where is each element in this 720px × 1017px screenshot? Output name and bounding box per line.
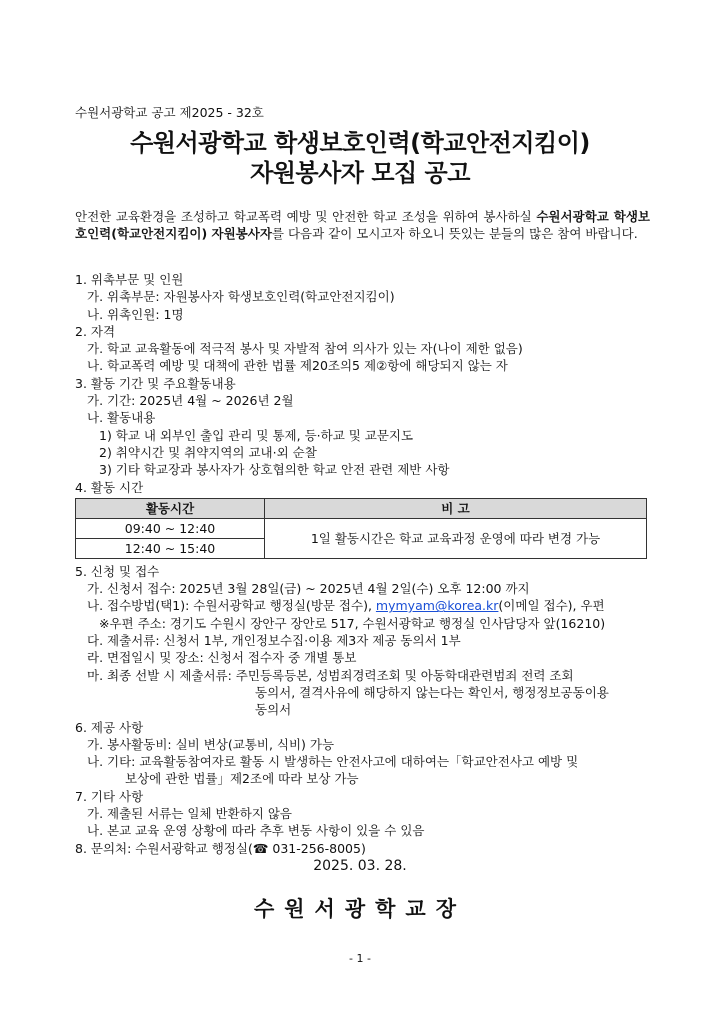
intro-paragraph (75, 208, 650, 242)
section-1-heading: 1. 위촉부문 및 인원 (75, 272, 184, 287)
table-row (76, 518, 647, 538)
section-5-item-b-text: 나. 접수방법(택1): 수원서광학교 행정실(방문 접수), (87, 598, 376, 614)
page-number: - 1 - (349, 952, 371, 965)
email-link[interactable]: mymyam@korea.kr (375, 598, 499, 614)
section-1-item-b: 나. 위촉인원: 1명 (87, 306, 184, 322)
section-5-item-d: 라. 면접일시 및 장소: 신청서 접수자 중 개별 통보 (87, 650, 357, 666)
activity-time-table (75, 498, 647, 559)
table-header-time: 활동시간 (76, 498, 265, 518)
section-7-heading: 7. 기타 사항 (75, 788, 144, 804)
section-6-heading: 6. 제공 사항 (75, 719, 144, 735)
table-cell-note: 1일 활동시간은 학교 교육과정 운영에 따라 변경 가능 (265, 518, 647, 558)
section-3-item-a: 가. 기간: 2025년 4월 ~ 2026년 2월 (87, 393, 294, 409)
section-8-text: 8. 문의처: 수원서광학교 행정실( (75, 840, 253, 856)
intro-text-1: 안전한 교육환경을 조성하고 학교폭력 예방 및 안전한 학교 조성을 위하여 봉사하실 (75, 209, 537, 224)
section-6-item-a: 가. 봉사활동비: 실비 변상(교통비, 식비) 가능 (87, 736, 335, 752)
notice-date: 2025. 03. 28. (313, 858, 407, 874)
section-5-item-a: 가. 신청서 접수: 2025년 3월 28일(금) ~ 2025년 4월 2일(수) 오후 12:00 까지 (87, 581, 530, 597)
table-cell-time-1: 09:40 ~ 12:40 (76, 518, 265, 538)
section-8-contact (75, 840, 655, 857)
section-3-heading: 3. 활동 기간 및 주요활동내용 (75, 375, 236, 391)
section-7-item-b: 나. 본교 교육 운영 상황에 따라 추후 변동 사항이 있을 수 있음 (87, 823, 425, 839)
section-6-item-b: 나. 기타: 교육활동참여자로 활동 시 발생하는 안전사고에 대하여는「학교안전사고 예방 및 (87, 754, 579, 770)
principal-signature: 수원서광학교장 (253, 897, 466, 921)
section-7-item-a: 가. 제출된 서류는 일체 반환하지 않음 (87, 806, 292, 822)
table-header-note: 비 고 (265, 498, 647, 518)
section-4-heading: 4. 활동 시간 (75, 479, 144, 495)
section-5-item-e-cont1: 동의서, 결격사유에 해당하지 않는다는 확인서, 행정정보공동이용 (255, 684, 609, 700)
section-2-item-b: 나. 학교폭력 예방 및 대책에 관한 법률 제20조의5 제②항에 해당되지 않는 자 (87, 358, 508, 374)
intro-bold-text: 수원서광학교 학생보호인력(학교안전지킴이) 자원봉사자 (75, 209, 650, 241)
section-5-item-e-cont2: 동의서 (255, 702, 292, 718)
notice-body (75, 271, 655, 857)
table-header-row (76, 498, 647, 518)
section-3-item-b: 나. 활동내용 (87, 410, 156, 426)
intro-text-2: 를 다음과 같이 모시고자 하오니 뜻있는 분들의 많은 참여 바랍니다. (271, 226, 638, 241)
table-cell-time-2: 12:40 ~ 15:40 (76, 538, 265, 558)
phone-number: 031-256-8005) (268, 840, 366, 856)
section-5-item-b-suffix: (이메일 접수), 우편 (498, 598, 605, 614)
page-title-line1: 수원서광학교 학생보호인력(학교안전지킴이) (130, 129, 590, 157)
section-2-item-a: 가. 학교 교육활동에 적극적 봉사 및 자발적 참여 의사가 있는 자(나이 제한 없음) (87, 341, 523, 357)
section-5-postal-note: ※우편 주소: 경기도 수원시 장안구 장안로 517, 수원서광학교 행정실 인사담당자 앞(16210) (99, 615, 606, 631)
section-5-item-e: 마. 최종 선발 시 제출서류: 주민등록등본, 성범죄경력조회 및 아동학대관련범죄 전력 조회 (87, 667, 574, 683)
notice-number: 수원서광학교 공고 제2025 - 32호 (75, 105, 264, 120)
section-3-subitem-2: 2) 취약시간 및 취약지역의 교내·외 순찰 (99, 444, 317, 460)
section-3-subitem-1: 1) 학교 내 외부인 출입 관리 및 통제, 등·하교 및 교문지도 (99, 427, 414, 443)
phone-icon: ☎ (252, 840, 269, 856)
section-6-item-b-cont: 보상에 관한 법률」제2조에 따라 보상 가능 (125, 771, 359, 787)
section-5-item-b (75, 597, 655, 614)
page-title-line2: 자원봉사자 모집 공고 (250, 159, 470, 187)
section-1-item-a: 가. 위촉부문: 자원봉사자 학생보호인력(학교안전지킴이) (87, 289, 395, 305)
section-5-item-c: 다. 제출서류: 신청서 1부, 개인정보수집·이용 제3자 제공 동의서 1부 (87, 633, 461, 649)
section-2-heading: 2. 자격 (75, 323, 116, 339)
section-5-heading: 5. 신청 및 접수 (75, 563, 160, 579)
section-3-subitem-3: 3) 기타 학교장과 봉사자가 상호협의한 학교 안전 관련 제반 사항 (99, 462, 450, 478)
